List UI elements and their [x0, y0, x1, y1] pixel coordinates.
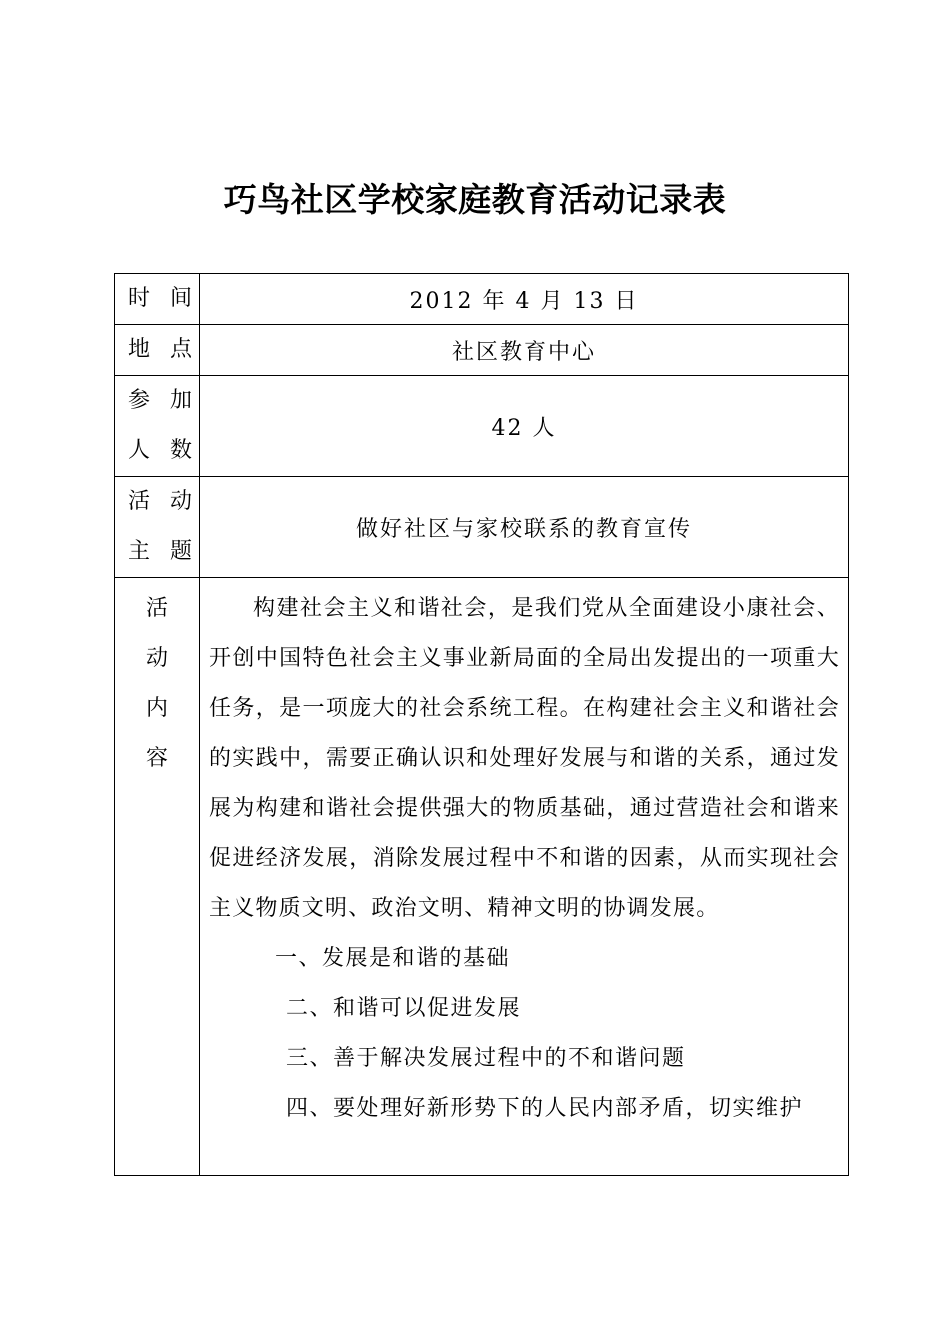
content-label-char: 动: [145, 646, 168, 671]
activity-record-table: [114, 273, 849, 1176]
content-label-char: 内: [145, 696, 168, 721]
document-title: 巧鸟社区学校家庭教育活动记录表: [223, 180, 727, 219]
table-row-time: [115, 274, 849, 325]
time-label-cell: [115, 274, 213, 325]
table-row-content: [115, 578, 849, 1176]
table-row-place: [115, 325, 849, 376]
participants-value: 42 人: [200, 376, 849, 477]
content-label-cell: [115, 578, 200, 1176]
content-label-char: 活: [145, 596, 168, 621]
content-list-item: 一、发展是和谐的基础: [275, 946, 511, 971]
content-paragraph: 构建社会主义和谐社会，是我们党从全面建设小康社会、开创中国特色社会主义事业新局面的全局出发提出的一项重大任务，是一项庞大的社会系统工程。在构建社会主义和谐社会的实践中，需要正确认识和处理好发展与和谐的关系，通过发展为构建和谐社会提供强大的物质基础，通过营造社会和谐来促进经济发展，消除发展过程中不和谐的因素，从而实现社会主义物质文明、政治文明、精神文明的协调发展。: [209, 596, 840, 921]
time-label: 时间: [128, 286, 213, 311]
content-body: [200, 578, 849, 1176]
theme-value: 做好社区与家校联系的教育宣传: [200, 477, 849, 578]
table-row-theme: [115, 477, 849, 578]
table-row-participants: [115, 376, 849, 477]
place-label-cell: [115, 325, 213, 376]
theme-label-line1: 活动: [128, 489, 213, 514]
participants-label-line2: 人数: [128, 438, 213, 463]
content-list-item: 二、和谐可以促进发展: [286, 996, 522, 1021]
theme-label-cell: [115, 477, 213, 578]
participants-label-cell: [115, 376, 213, 477]
content-label-char: 容: [145, 746, 168, 771]
theme-label-line2: 主题: [128, 539, 213, 564]
place-label: 地点: [128, 337, 213, 362]
time-value: 2012 年 4 月 13 日: [200, 274, 849, 325]
place-value: 社区教育中心: [200, 325, 849, 376]
content-list-item: 三、善于解决发展过程中的不和谐问题: [286, 1046, 686, 1071]
participants-label-line1: 参加: [128, 388, 213, 413]
content-list-item: 四、要处理好新形势下的人民内部矛盾，切实维护: [286, 1096, 804, 1121]
